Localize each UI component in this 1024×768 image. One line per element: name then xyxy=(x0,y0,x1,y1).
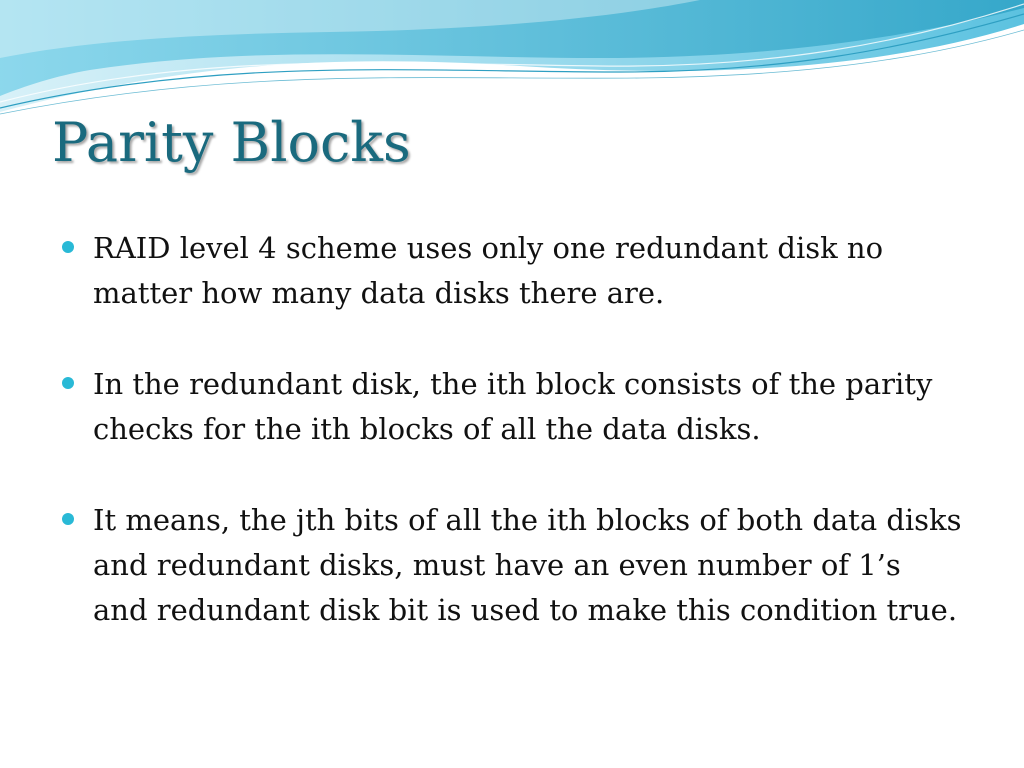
bullet-text: RAID level 4 scheme uses only one redundant disk no matter how many data disks there are. xyxy=(93,231,884,310)
bullet-dot-icon xyxy=(62,513,74,525)
bullet-text: In the redundant disk, the ith block consists of the parity checks for the ith blocks of all the data disks. xyxy=(93,367,933,446)
bullet-item xyxy=(62,362,962,452)
bullet-item xyxy=(62,226,962,316)
bullet-list xyxy=(62,226,962,679)
bullet-dot-icon xyxy=(62,377,74,389)
bullet-text: It means, the jth bits of all the ith blocks of both data disks and redundant disks, must have an even number of 1’s and redundant disk bit is used to make this condition true. xyxy=(93,503,962,627)
bullet-item xyxy=(62,498,962,633)
slide-title: Parity Blocks xyxy=(52,111,411,174)
bullet-dot-icon xyxy=(62,241,74,253)
header-wave-decoration xyxy=(0,0,1024,120)
